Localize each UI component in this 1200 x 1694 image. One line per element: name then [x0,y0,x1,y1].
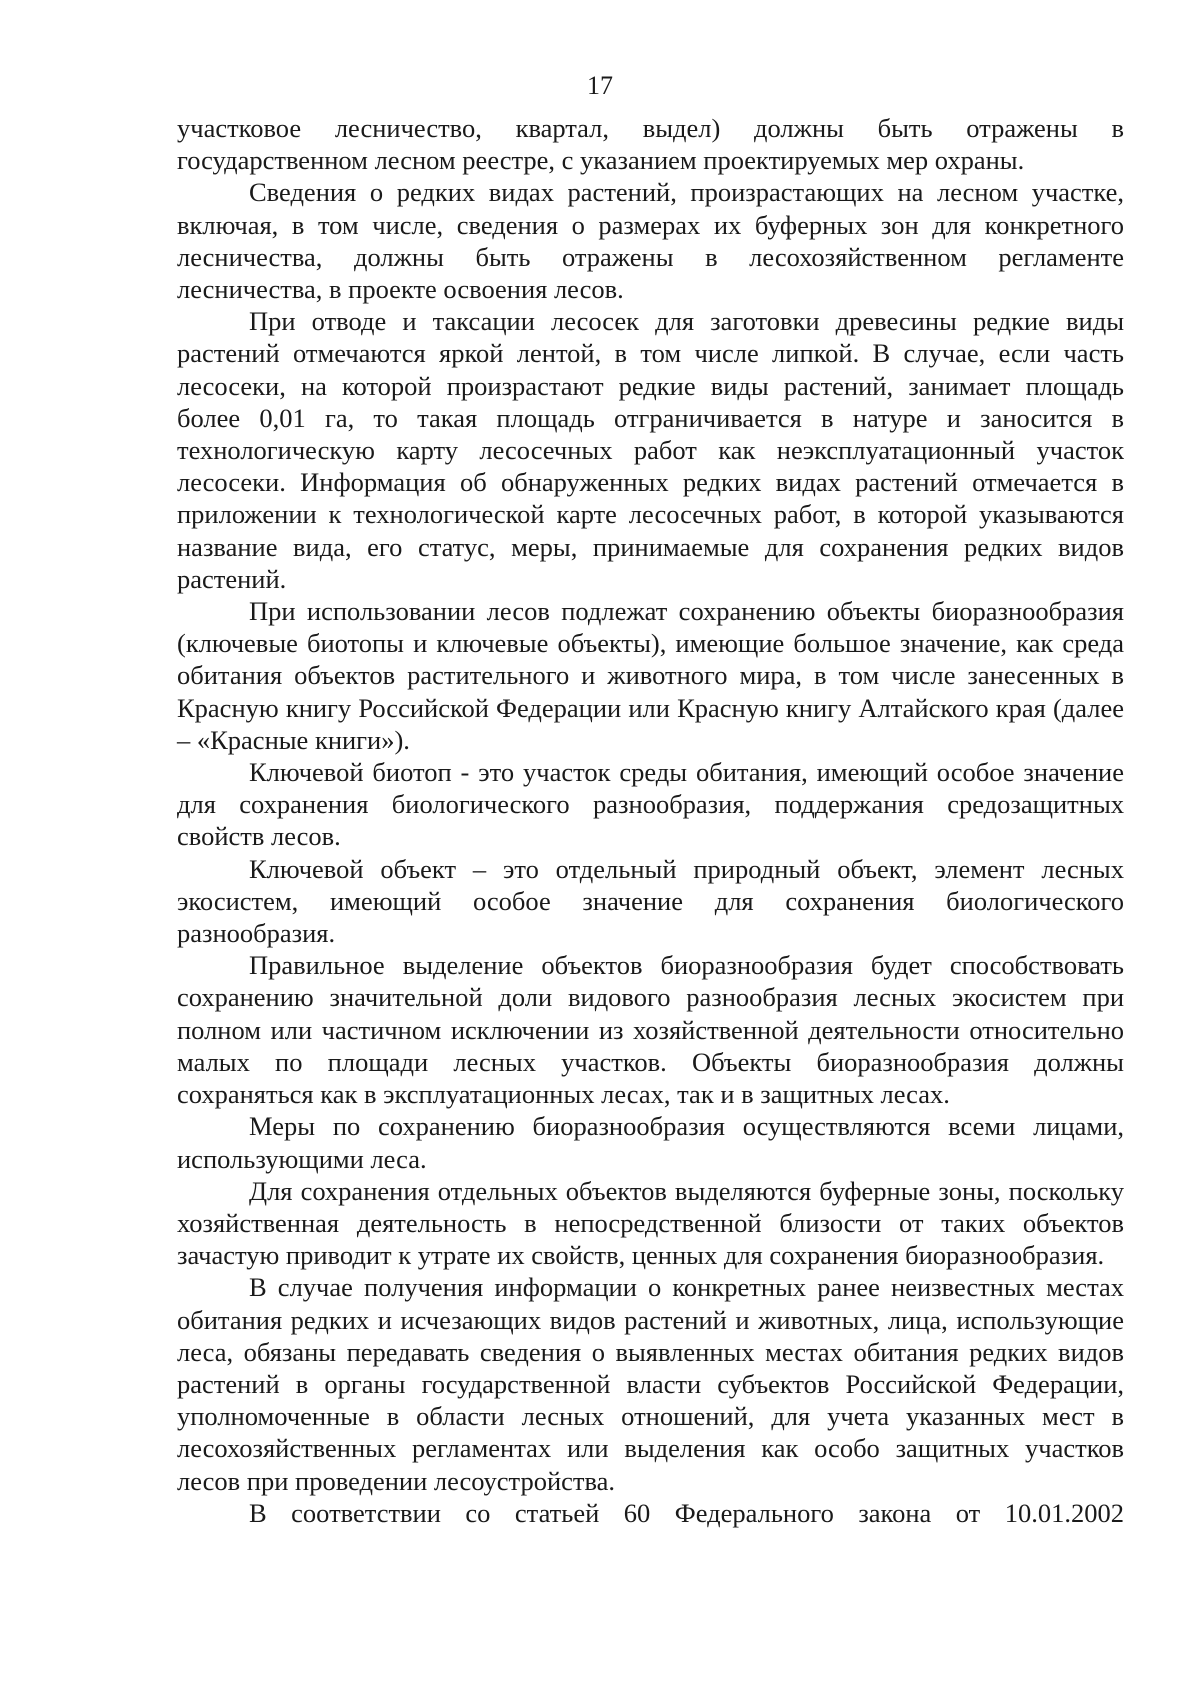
paragraph-preservation-measures: Меры по сохранению биоразнообразия осуществляются всеми лицами, использующими леса. [177,1111,1124,1174]
body-text [177,112,1124,1529]
page-number: 17 [587,71,613,100]
paragraph-federal-law: В соответствии со статьей 60 Федерального закона от 10.01.2002 [249,1497,1124,1528]
paragraph-logging-allotment: При отводе и таксации лесосек для заготовки древесины редкие виды растений отмечаются яркой лентой, в том числе липкой. В случае, если часть лесосеки, на которой произрастают редкие виды растений, занимает площадь более 0,01 га, то такая площадь отграничивается в натуре и заносится в технологическую карту лесосечных работ как неэксплуатационный участок лесосеки. Информация об обнаруженных редких видах растений отмечается в приложении к технологической карте лесосечных работ, в которой указываются название вида, его статус, меры, принимаемые для сохранения редких видов растений. [177,306,1124,594]
paragraph-buffer-zones: Для сохранения отдельных объектов выделяются буферные зоны, поскольку хозяйственная деятельность в непосредственной близости от таких объектов зачастую приводит к утрате их свойств, ценных для сохранения биоразнообразия. [177,1175,1124,1271]
paragraph-rare-plants-info: Сведения о редких видах растений, произрастающих на лесном участке, включая, в том числе, сведения о размерах их буферных зон для конкретного лесничества, должны быть отражены в лесохозяйственном регламенте лесничества, в проекте освоения лесов. [177,177,1124,305]
paragraph-continuation: участковое лесничество, квартал, выдел) должны быть отражены в государственном лесном реестре, с указанием проектируемых мер охраны. [177,113,1124,176]
paragraph-biodiversity-objects: При использовании лесов подлежат сохранению объекты биоразнообразия (ключевые биотопы и ключевые объекты), имеющие большое значение, как среда обитания объектов растительного и животного мира, в том числе занесенных в Красную книгу Российской Федерации или Красную книгу Алтайского края (далее – «Красные книги»). [177,596,1124,755]
paragraph-correct-allocation: Правильное выделение объектов биоразнообразия будет способствовать сохранению значительной доли видового разнообразия лесных экосистем при полном или частичном исключении из хозяйственной деятельности относительно малых по площади лесных участков. Объекты биоразнообразия должны сохраняться как в эксплуатационных лесах, так и в защитных лесах. [177,950,1124,1110]
paragraph-key-object: Ключевой объект – это отдельный природный объект, элемент лесных экосистем, имеющий особое значение для сохранения биологического разнообразия. [177,853,1124,949]
paragraph-habitat-reporting: В случае получения информации о конкретных ранее неизвестных местах обитания редких и исчезающих видов растений и животных, лица, использующие леса, обязаны передавать сведения о выявленных местах обитания редких видов растений в органы государственной власти субъектов Российской Федерации, уполномоченные в области лесных отношений, для учета указанных мест в лесохозяйственных регламентах или выделения как особо защитных участков лесов при проведении лесоустройства. [177,1272,1124,1496]
paragraph-key-biotope: Ключевой биотоп - это участок среды обитания, имеющий особое значение для сохранения биологического разнообразия, поддержания средозащитных свойств лесов. [177,757,1124,852]
